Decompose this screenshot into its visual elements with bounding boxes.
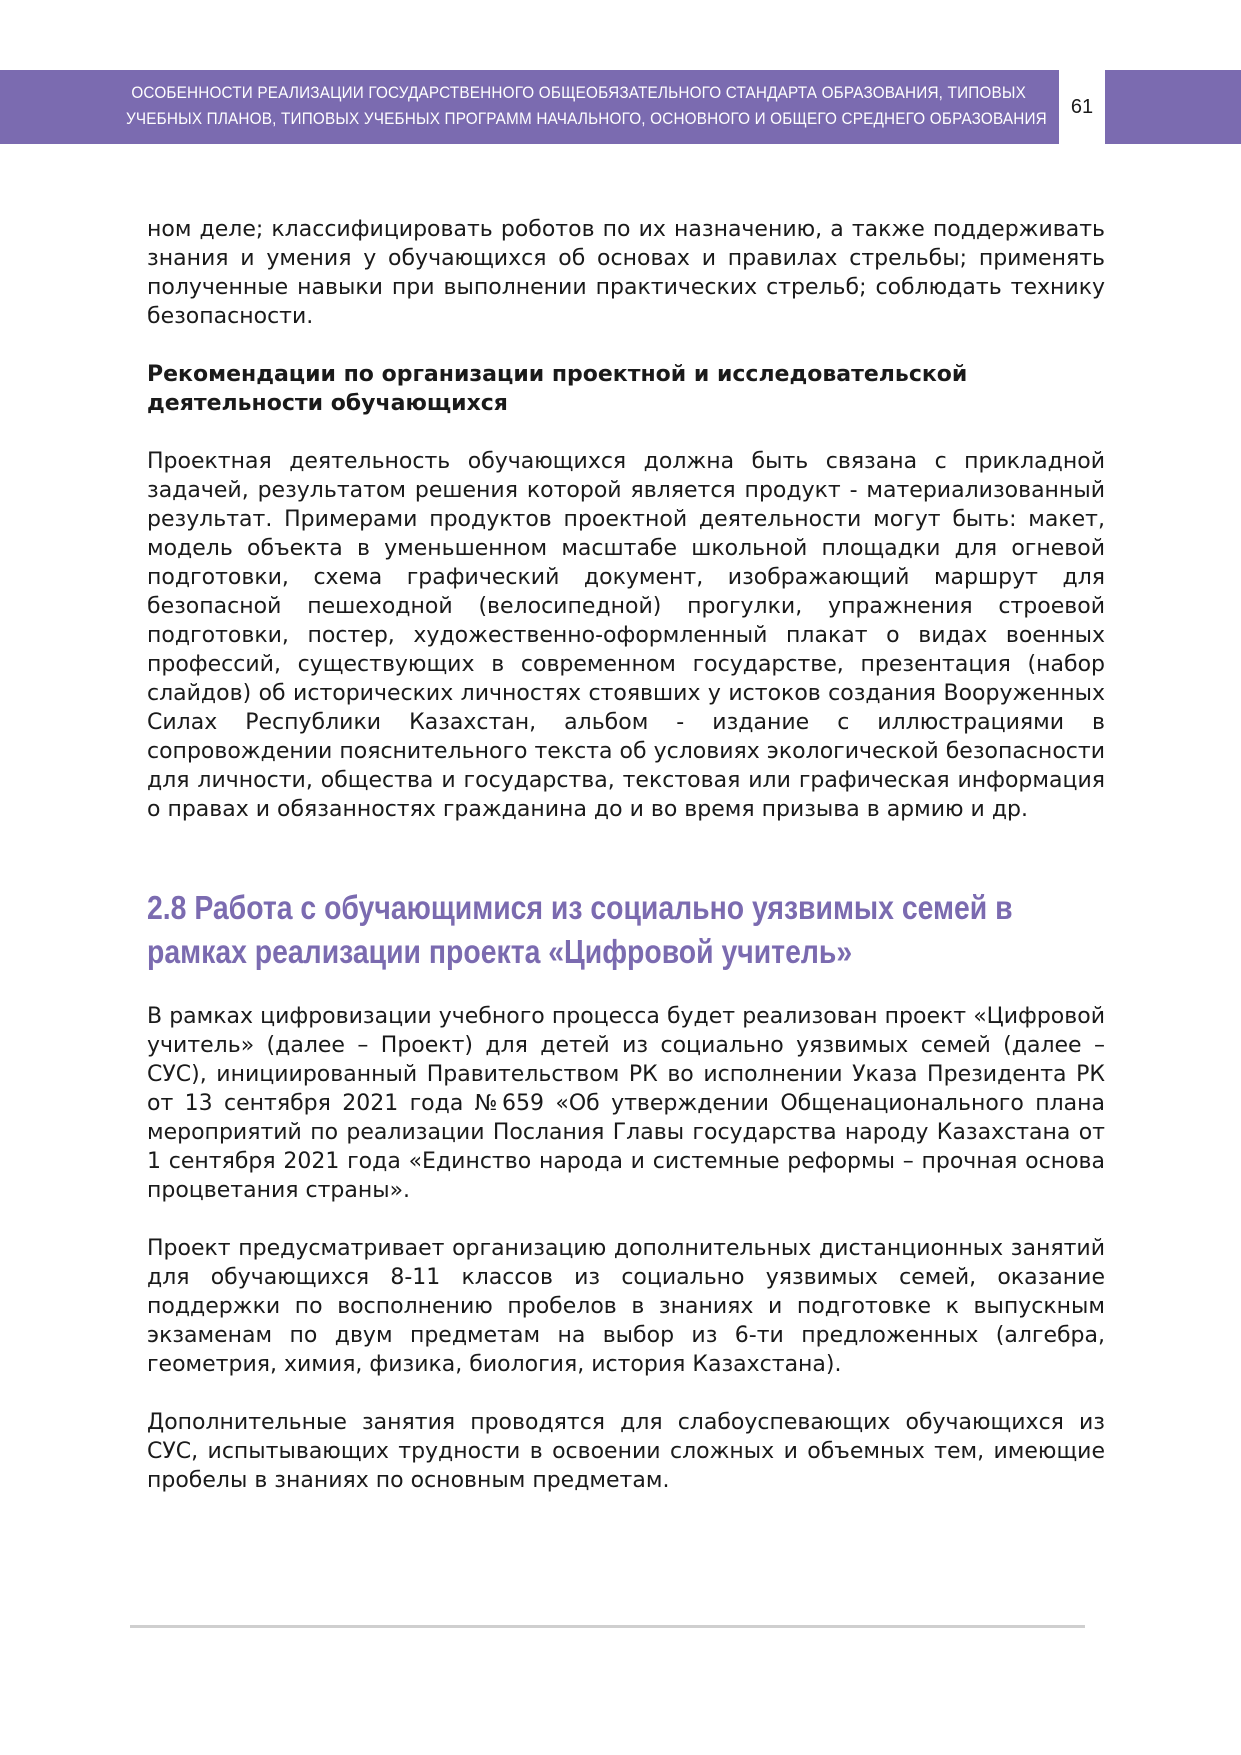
page-number: 61 [1070, 96, 1094, 118]
paragraph-digital-teacher-intro: В рамках цифровизации учебного процесса будет реализован проект «Цифровой учитель» (далее – Проект) для детей из социально уязвимых семей (далее – СУС), инициированный Правительством РК во исполнении Указа Президента РК от 13 сентября 2021 года №659 «Об утверждении Общенационального плана мероприятий по реализации Послания Главы государства народу Казахстана от 1 сентября 2021 года «Единство народа и системные реформы – прочная основа процветания страны». [147, 1004, 1105, 1203]
running-header-line-2: УЧЕБНЫХ ПЛАНОВ, ТИПОВЫХ УЧЕБНЫХ ПРОГРАММ НАЧАЛЬНОГО, ОСНОВНОГО И ОБЩЕГО СРЕДНЕГО ОБРАЗОВАНИЯ [126, 109, 1047, 128]
paragraph-additional-classes: Дополнительные занятия проводятся для слабоуспевающих обучающихся из СУС, испытывающих трудности в освоении сложных и объемных тем, имеющие пробелы в знаниях по основным предметам. [147, 1410, 1105, 1493]
running-header-line-1: ОСОБЕННОСТИ РЕАЛИЗАЦИИ ГОСУДАРСТВЕННОГО ОБЩЕОБЯЗАТЕЛЬНОГО СТАНДАРТА ОБРАЗОВАНИЯ, ТИПОВЫХ [131, 83, 1026, 102]
section-title-2-8: 2.8 Работа с обучающимися из социально уязвимых семей в рамках реализации проекта «Цифровой учитель» [147, 889, 1013, 970]
paragraph-project-scope: Проект предусматривает организацию дополнительных дистанционных занятий для обучающихся 8-11 классов из социально уязвимых семей, оказание поддержки по восполнению пробелов в знаниях и подготовке к выпускным экзаменам по двум предметам на выбор из 6-ти предложенных (алгебра, геометрия, химия, физика, биология, история Казахстана). [147, 1236, 1105, 1377]
running-header-title [126, 80, 1047, 132]
subheading-project-activity: Рекомендации по организации проектной и исследовательской деятельности обучающихся [147, 362, 968, 416]
paragraph-project-activity: Проектная деятельность обучающихся должна быть связана с прикладной задачей, результатом решения которой является продукт - материализованный результат. Примерами продуктов проектной деятельности могут быть: макет, модель объекта в уменьшенном масштабе школьной площадки для огневой подготовки, схема графический документ, изображающий маршрут для безопасной пешеходной (велосипедной) прогулки, упражнения строевой подготовки, постер, художественно-оформленный плакат о видах военных профессий, существующих в современном государстве, презентация (набор слайдов) об исторических личностях стоявших у истоков создания Вооруженных Силах Республики Казахстан, альбом - издание с иллюстрациями в сопровождении пояснительного текста об условиях экологической безопасности для личности, общества и государства, текстовая или графическая информация о правах и обязанностях гражданина до и во время призыва в армию и др. [147, 449, 1105, 822]
paragraph-continued: ном деле; классифицировать роботов по их назначению, а также поддерживать знания и умения у обучающихся об основах и правилах стрельбы; применять полученные навыки при выполнении практических стрельб; соблюдать технику безопасности. [147, 217, 1105, 329]
footer-rule [130, 1625, 1085, 1628]
header-tab [1105, 70, 1241, 144]
page-content [147, 215, 1105, 1495]
header-band [0, 70, 1059, 144]
